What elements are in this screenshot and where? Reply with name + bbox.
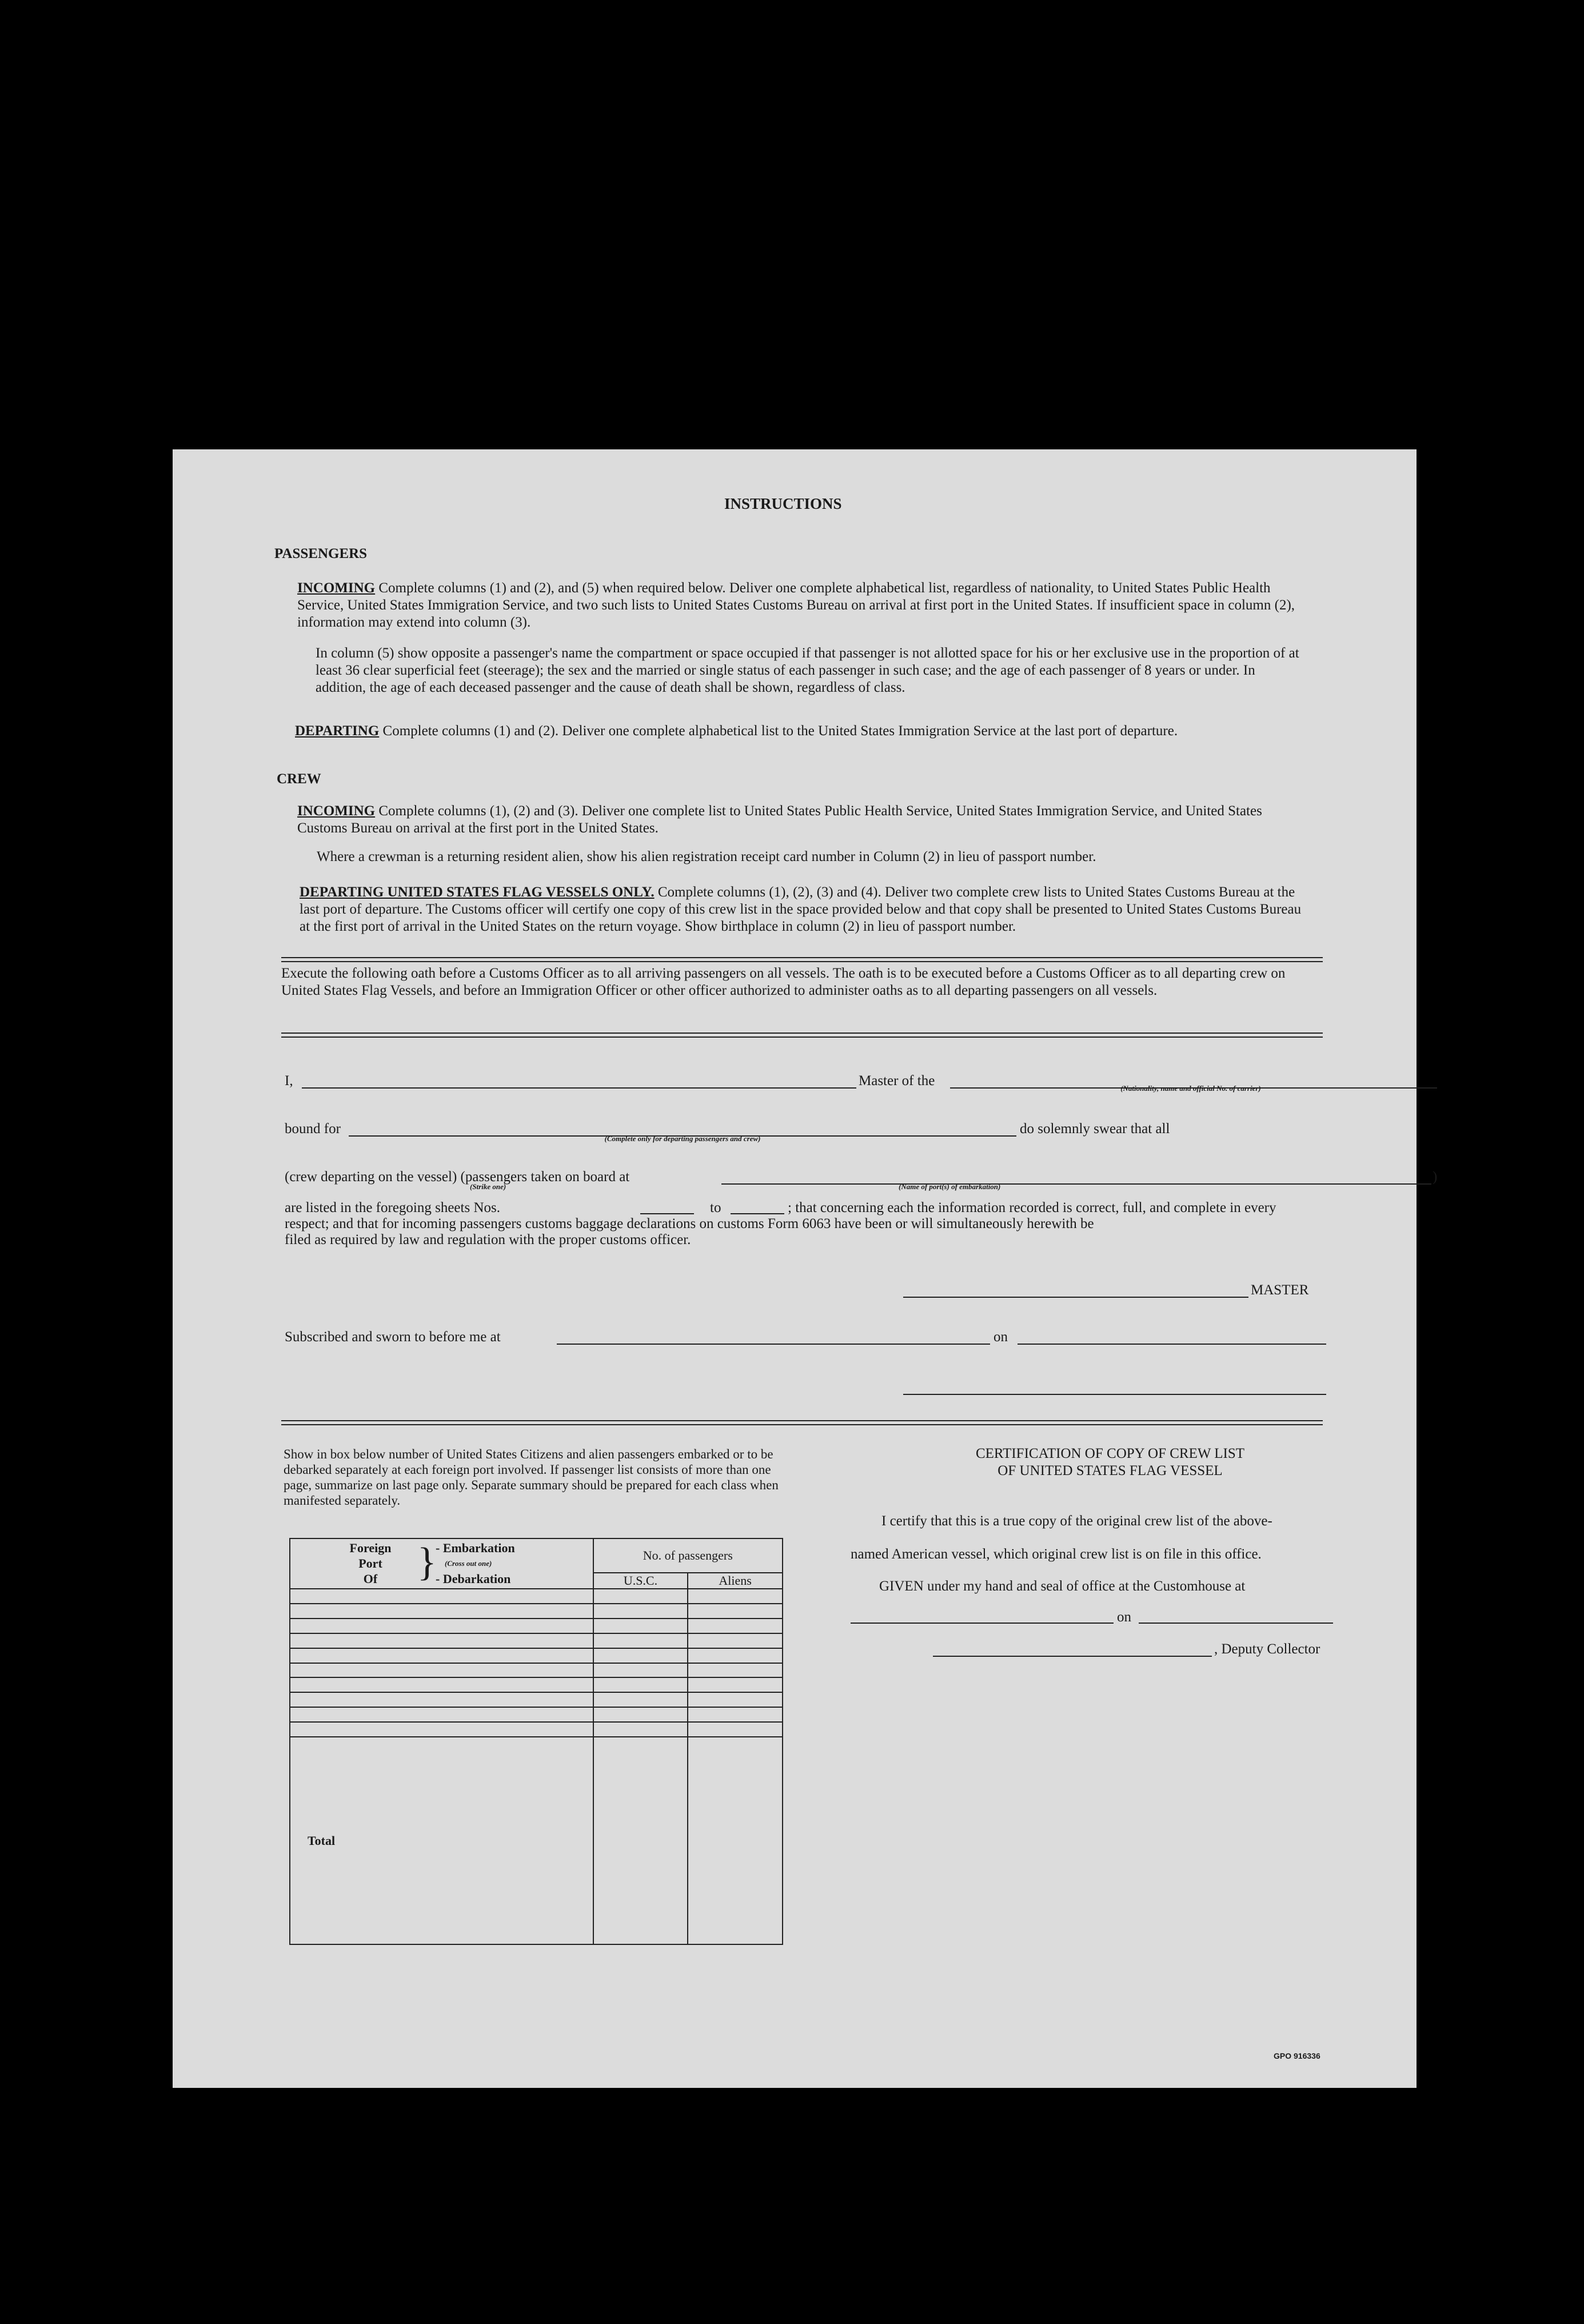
ports-field[interactable] — [721, 1183, 1431, 1185]
usc-cell[interactable] — [593, 1677, 688, 1692]
subscribed-date-field[interactable] — [1018, 1344, 1326, 1345]
deputy-signature-field[interactable] — [933, 1656, 1212, 1657]
total-row — [290, 1737, 783, 1944]
port-cell[interactable] — [290, 1604, 593, 1619]
port-cell[interactable] — [290, 1677, 593, 1692]
page-title: INSTRUCTIONS — [724, 495, 842, 512]
listed-text-a: are listed in the foregoing sheets Nos. — [285, 1200, 500, 1215]
passengers-departing-paragraph — [295, 723, 1303, 740]
usc-header: U.S.C. — [593, 1573, 688, 1589]
aliens-cell[interactable] — [688, 1663, 783, 1678]
table-row — [290, 1677, 783, 1692]
debarkation-option[interactable]: - Debarkation — [436, 1572, 511, 1586]
port-cell[interactable] — [290, 1648, 593, 1663]
table-row — [290, 1663, 783, 1678]
passengers-departing-text: Complete columns (1) and (2). Deliver one complete alphabetical list to the United States Immigration Service at the last port of departure. — [382, 723, 1178, 739]
table-row — [290, 1589, 783, 1604]
swear-text: do solemnly swear that all — [1020, 1121, 1170, 1137]
aliens-total-cell[interactable] — [688, 1737, 783, 1944]
bound-for-note: (Complete only for departing passengers and crew) — [604, 1134, 761, 1143]
aliens-cell[interactable] — [688, 1692, 783, 1707]
master-name-field[interactable] — [302, 1087, 856, 1089]
oath-i-label: I, — [285, 1073, 293, 1089]
deputy-collector-label: , Deputy Collector — [1214, 1641, 1320, 1657]
sheet-to-field[interactable] — [731, 1213, 784, 1214]
total-label: Total — [290, 1737, 593, 1944]
certify-line2: named American vessel, which original crew list is on file in this office. — [851, 1546, 1262, 1562]
no-of-passengers-header: No. of passengers — [593, 1538, 783, 1573]
passengers-departing-label: DEPARTING — [295, 723, 380, 739]
port-cell[interactable] — [290, 1692, 593, 1707]
usc-cell[interactable] — [593, 1648, 688, 1663]
passengers-column5-paragraph: In column (5) show opposite a passenger's name the compartment or space occupied if that passenger is not allotted space for his or her exclusive use in the proportion of at least 36 clear superficial feet (steerage); the sex and the married or single status of each passenger in such case; and the age of each passenger of 8 years or under. In addition, the age of each deceased passenger and the cause of death shall be shown, regardless of class. — [316, 645, 1299, 695]
aliens-cell[interactable] — [688, 1722, 783, 1737]
aliens-cell[interactable] — [688, 1589, 783, 1604]
officer-signature-field[interactable] — [903, 1394, 1326, 1395]
divider — [281, 957, 1323, 962]
crew-passengers-text: (crew departing on the vessel) (passengers taken on board at — [285, 1169, 630, 1185]
usc-cell[interactable] — [593, 1722, 688, 1737]
to-label: to — [710, 1200, 721, 1215]
table-row — [290, 1619, 783, 1633]
usc-cell[interactable] — [593, 1633, 688, 1648]
form-page — [173, 449, 1438, 2088]
passengers-incoming-text: Complete columns (1) and (2), and (5) when required below. Deliver one complete alphabetical list, regardless of nationality, to United States Public Health Service, United States Immigration Service, and two such lists to United States Customs Bureau on arrival at first port in the United States. If insufficient space in column (2), information may extend into column (3). — [297, 580, 1295, 630]
aliens-cell[interactable] — [688, 1648, 783, 1663]
aliens-cell[interactable] — [688, 1633, 783, 1648]
divider — [281, 1420, 1323, 1425]
aliens-cell[interactable] — [688, 1707, 783, 1722]
usc-cell[interactable] — [593, 1663, 688, 1678]
divider — [281, 1033, 1323, 1038]
listed-text-d: filed as required by law and regulation with the proper customs officer. — [285, 1232, 691, 1247]
usc-cell[interactable] — [593, 1692, 688, 1707]
usc-total-cell[interactable] — [593, 1737, 688, 1944]
master-label: MASTER — [1251, 1282, 1309, 1298]
master-of-the-label: Master of the — [859, 1073, 935, 1089]
embarkation-option[interactable]: - Embarkation — [436, 1541, 515, 1555]
master-signature-field[interactable] — [903, 1297, 1248, 1298]
cross-out-note: (Cross out one) — [445, 1559, 492, 1568]
subscribed-on-label: on — [994, 1329, 1008, 1345]
table-row — [290, 1648, 783, 1663]
customhouse-field[interactable] — [851, 1623, 1114, 1624]
certify-line1: I certify that this is a true copy of the original crew list of the above- — [881, 1513, 1272, 1529]
port-cell[interactable] — [290, 1663, 593, 1678]
passengers-incoming-label: INCOMING — [297, 580, 376, 596]
usc-cell[interactable] — [593, 1619, 688, 1633]
crew-resident-paragraph: Where a crewman is a returning resident alien, show his alien registration receipt card number in Column (2) in lieu of passport number. — [317, 849, 1096, 864]
of-label: Of — [363, 1572, 378, 1586]
port-cell[interactable] — [290, 1722, 593, 1737]
strike-note: (Strike one) — [470, 1182, 506, 1191]
usc-cell[interactable] — [593, 1604, 688, 1619]
certification-title — [939, 1445, 1282, 1480]
crew-incoming-text: Complete columns (1), (2) and (3). Deliver one complete list to United States Public Health Service, United States Immigration Service, and United States Customs Bureau on arrival at the first port in the United States. — [297, 803, 1262, 836]
crew-heading: CREW — [277, 771, 321, 787]
crew-departing-label: DEPARTING UNITED STATES FLAG VESSELS ONLY. — [300, 884, 655, 900]
table-row — [290, 1722, 783, 1737]
crew-incoming-paragraph — [297, 803, 1303, 837]
subscribed-text: Subscribed and sworn to before me at — [285, 1329, 501, 1345]
aliens-cell[interactable] — [688, 1619, 783, 1633]
sheet-from-field[interactable] — [640, 1213, 694, 1214]
carrier-note: (Nationality, name and official No. of carrier) — [1120, 1084, 1261, 1093]
listed-text-b: ; that concerning each the information recorded is correct, full, and complete in every — [788, 1200, 1276, 1215]
passengers-incoming-paragraph — [297, 580, 1303, 631]
crew-departing-text: Complete columns (1), (2), (3) and (4). Deliver two complete crew lists to United States Customs Bureau at the last port of departure. The Customs officer will certify one copy of this crew list in the space provided below and that copy shall be presented to United States Customs Bureau at the first port of arrival in the United States on the return voyage. Show birthplace in column (2) in lieu of passport number. — [300, 884, 1302, 934]
close-paren: ) — [1433, 1169, 1438, 1185]
aliens-header: Aliens — [688, 1573, 783, 1589]
aliens-cell[interactable] — [688, 1604, 783, 1619]
gpo-number: GPO 916336 — [1274, 2051, 1320, 2060]
table-row — [290, 1692, 783, 1707]
port-cell[interactable] — [290, 1589, 593, 1604]
oath-instructions: Execute the following oath before a Customs Officer as to all arriving passengers on all vessels. The oath is to be executed before a Customs Officer as to all departing crew on United States Flag Vessels, and before an Immigration Officer or other officer authorized to administer oaths as to all departing passengers on all vessels. — [281, 966, 1286, 998]
crew-departing-paragraph — [300, 884, 1303, 935]
crew-incoming-label: INCOMING — [297, 803, 376, 819]
subscribed-place-field[interactable] — [557, 1344, 990, 1345]
certification-title-line1: CERTIFICATION OF COPY OF CREW LIST — [975, 1446, 1245, 1461]
certification-title-line2: OF UNITED STATES FLAG VESSEL — [998, 1463, 1223, 1478]
ports-note: (Name of port(s) of embarkation) — [899, 1182, 1001, 1191]
certification-on-label: on — [1117, 1609, 1131, 1625]
usc-cell[interactable] — [593, 1589, 688, 1604]
table-row — [290, 1633, 783, 1648]
usc-cell[interactable] — [593, 1707, 688, 1722]
bound-for-label: bound for — [285, 1121, 341, 1137]
summary-header-row — [290, 1538, 783, 1573]
port-cell[interactable] — [290, 1707, 593, 1722]
table-row — [290, 1707, 783, 1722]
aliens-cell[interactable] — [688, 1677, 783, 1692]
port-cell[interactable] — [290, 1619, 593, 1633]
port-header-cell — [290, 1538, 593, 1589]
brace-icon: } — [417, 1540, 437, 1584]
passengers-heading: PASSENGERS — [274, 546, 368, 561]
listed-text-c: respect; and that for incoming passengers customs baggage declarations on customs Form 6063 have been or will simultaneously herewith be — [285, 1216, 1094, 1231]
summary-instructions: Show in box below number of United States Citizens and alien passengers embarked or to be debarked separately at each foreign port involved. If passenger list consists of more than one page, summarize on last page only. Separate summary should be prepared for each class when manifested separately. — [284, 1447, 779, 1508]
table-row — [290, 1604, 783, 1619]
port-label: Port — [358, 1556, 382, 1570]
foreign-label: Foreign — [349, 1541, 392, 1555]
given-text: GIVEN under my hand and seal of office at the Customhouse at — [879, 1578, 1246, 1594]
port-cell[interactable] — [290, 1633, 593, 1648]
summary-table — [289, 1538, 783, 1945]
certification-date-field[interactable] — [1139, 1623, 1333, 1624]
